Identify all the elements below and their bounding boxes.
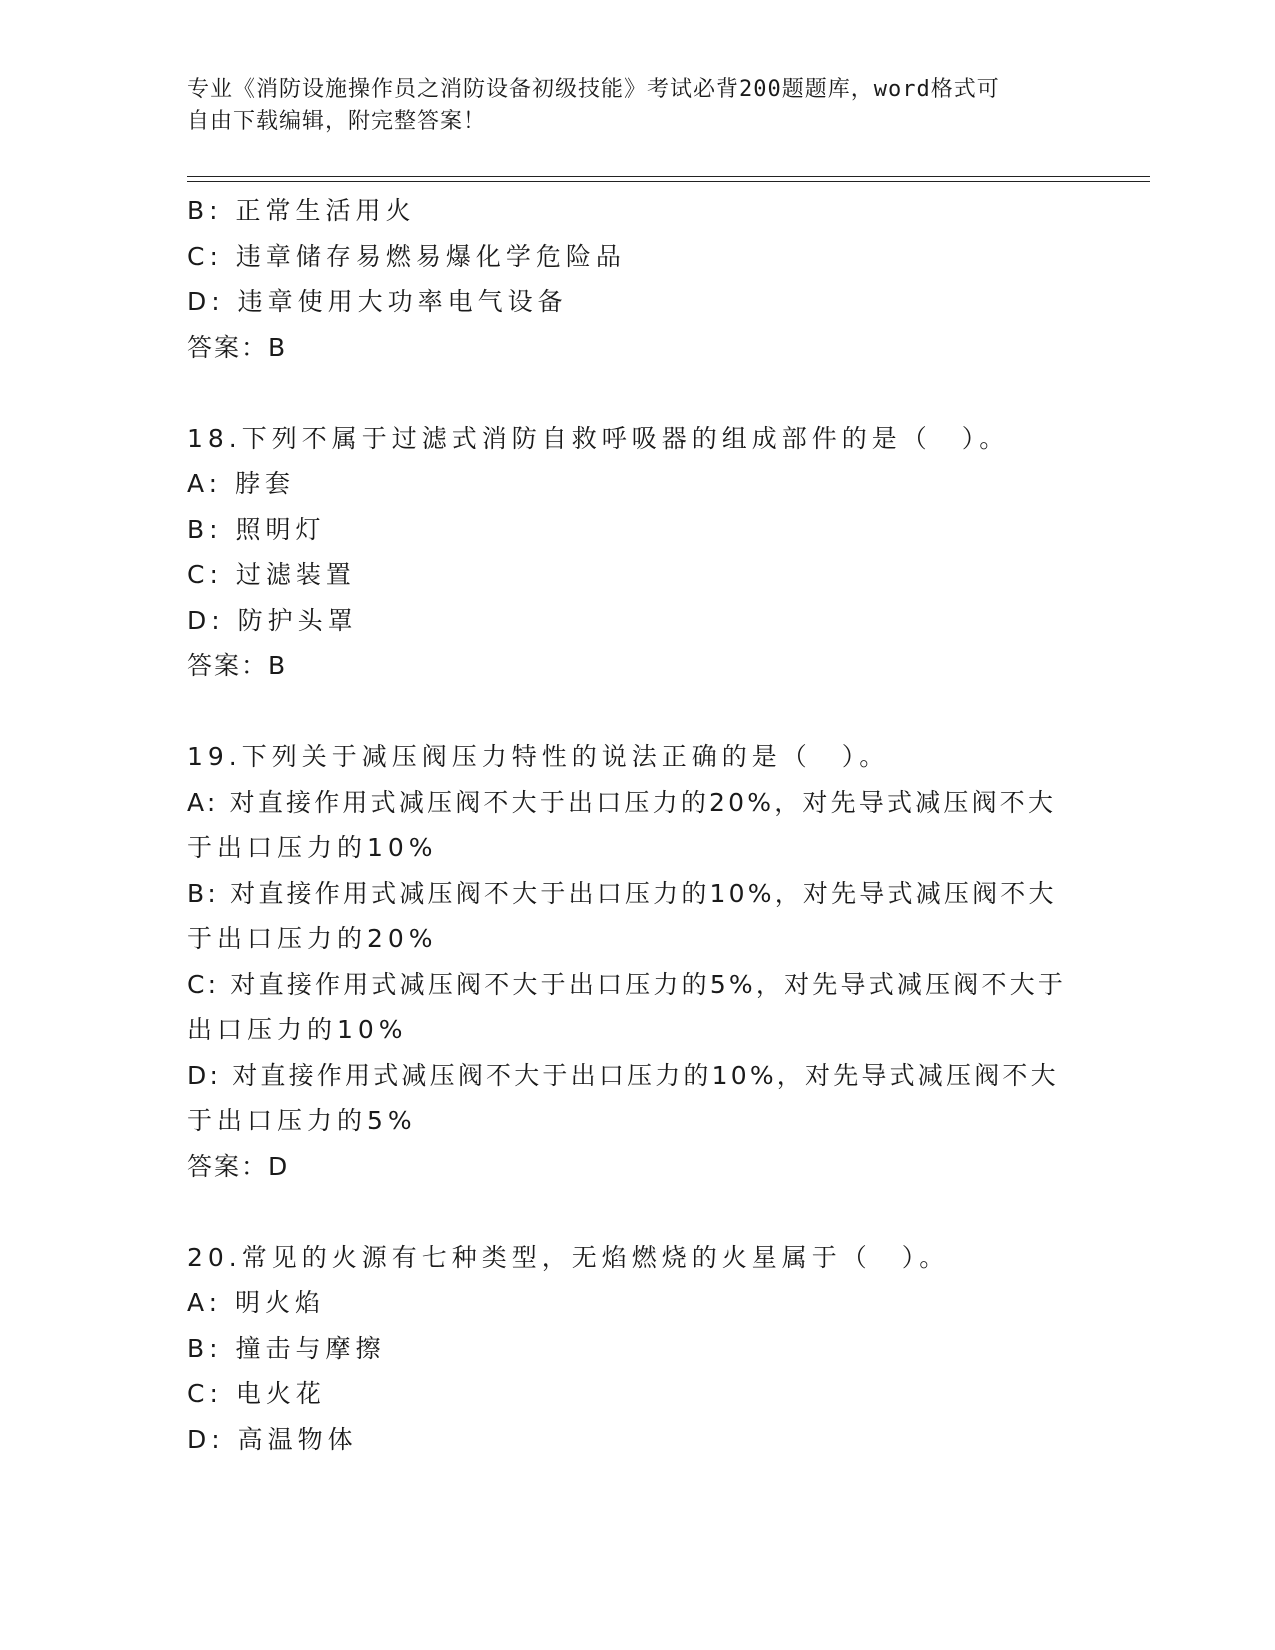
q20-option-a: A: 明火焰 (187, 1288, 326, 1317)
q18-option-a: A: 脖套 (187, 469, 296, 498)
q20-option-b: B: 撞击与摩擦 (187, 1333, 386, 1363)
q19-option-b-line-1: B: 对直接作用式减压阀不大于出口压力的10%，对先导式减压阀不大 (187, 878, 1057, 908)
document-header (187, 74, 1087, 138)
q19-option-c-line-1: C: 对直接作用式减压阀不大于出口压力的5%，对先导式减压阀不大于 (187, 969, 1067, 999)
q17-answer: 答案：B (187, 332, 288, 362)
q19-answer: 答案：D (187, 1151, 290, 1181)
q19-option-d-line-1: D: 对直接作用式减压阀不大于出口压力的10%，对先导式减压阀不大 (187, 1060, 1059, 1090)
spacer (187, 689, 1087, 735)
q20-question: 20.常见的火源有七种类型，无焰燃烧的火星属于（ ）。 (187, 1242, 950, 1272)
q19-option-b-line-2: 于出口压力的20% (187, 924, 438, 953)
q20-option-c: C: 电火花 (187, 1379, 326, 1408)
q19-question: 19.下列关于减压阀压力特性的说法正确的是（ ）。 (187, 742, 890, 771)
q17-option-d: D: 违章使用大功率电气设备 (187, 287, 568, 316)
header-divider-top (187, 176, 1150, 177)
header-title-line-1: 专业《消防设施操作员之消防设备初级技能》考试必背200题题库，word格式可 (187, 77, 1000, 102)
q19-option-a-line-1: A: 对直接作用式减压阀不大于出口压力的20%，对先导式减压阀不大 (187, 787, 1057, 817)
q17-option-b: B: 正常生活用火 (187, 196, 416, 225)
q17-option-c: C: 违章储存易燃易爆化学危险品 (187, 241, 626, 271)
q19-option-a-line-2: 于出口压力的10% (187, 833, 438, 862)
q18-option-d: D: 防护头罩 (187, 605, 358, 635)
spacer (187, 1189, 1087, 1235)
q19-option-d-line-2: 于出口压力的5% (187, 1106, 417, 1135)
q18-answer: 答案：B (187, 651, 288, 680)
q20-option-d: D: 高温物体 (187, 1424, 358, 1454)
question-17 (187, 188, 1087, 370)
q18-option-b: B: 照明灯 (187, 514, 326, 544)
q18-option-c: C: 过滤装置 (187, 560, 356, 589)
question-20 (187, 1235, 1087, 1463)
header-divider-bottom (187, 181, 1150, 182)
header-title-line-2: 自由下载编辑，附完整答案！ (187, 109, 487, 134)
question-list (187, 188, 1087, 1462)
question-18 (187, 416, 1087, 689)
q18-question: 18.下列不属于过滤式消防自救呼吸器的组成部件的是（ ）。 (187, 423, 1010, 453)
q19-option-c-line-2: 出口压力的10% (187, 1015, 408, 1044)
question-19 (187, 734, 1087, 1189)
spacer (187, 370, 1087, 416)
